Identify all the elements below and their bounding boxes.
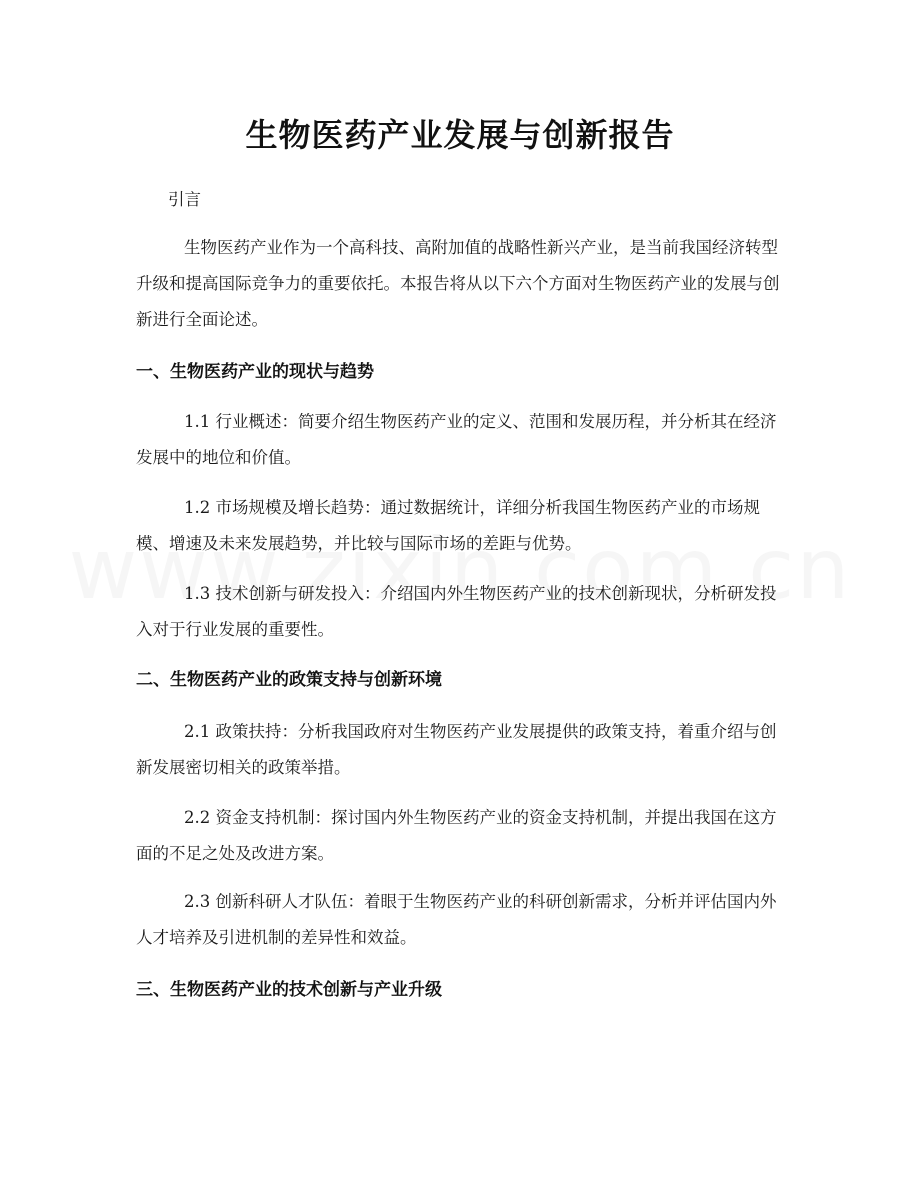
section-1-item-1: 1.1 行业概述：简要介绍生物医药产业的定义、范围和发展历程，并分析其在经济发展中的地位和价值。 [136,412,777,467]
section-1-item-3: 1.3 技术创新与研发投入：介绍国内外生物医药产业的技术创新现状，分析研发投入对于行业发展的重要性。 [136,584,777,639]
section-heading-3: 三、生物医药产业的技术创新与产业升级 [136,980,442,1000]
section-2-item-2: 2.2 资金支持机制：探讨国内外生物医药产业的资金支持机制，并提出我国在这方面的不足之处及改进方案。 [136,808,777,863]
intro-label: 引言 [168,190,201,209]
intro-paragraph: 生物医药产业作为一个高科技、高附加值的战略性新兴产业，是当前我国经济转型升级和提高国际竞争力的重要依托。本报告将从以下六个方面对生物医药产业的发展与创新进行全面论述。 [136,238,780,329]
section-2-item-1: 2.1 政策扶持：分析我国政府对生物医药产业发展提供的政策支持，着重介绍与创新发展密切相关的政策举措。 [136,722,777,777]
section-heading-1: 一、生物医药产业的现状与趋势 [136,362,374,382]
section-heading-2: 二、生物医药产业的政策支持与创新环境 [136,670,442,690]
document-title: 生物医药产业发展与创新报告 [245,116,675,154]
section-1-item-2: 1.2 市场规模及增长趋势：通过数据统计，详细分析我国生物医药产业的市场规模、增速及未来发展趋势，并比较与国际市场的差距与优势。 [136,498,760,553]
section-2-item-3: 2.3 创新科研人才队伍：着眼于生物医药产业的科研创新需求，分析并评估国内外人才培养及引进机制的差异性和效益。 [136,892,777,947]
